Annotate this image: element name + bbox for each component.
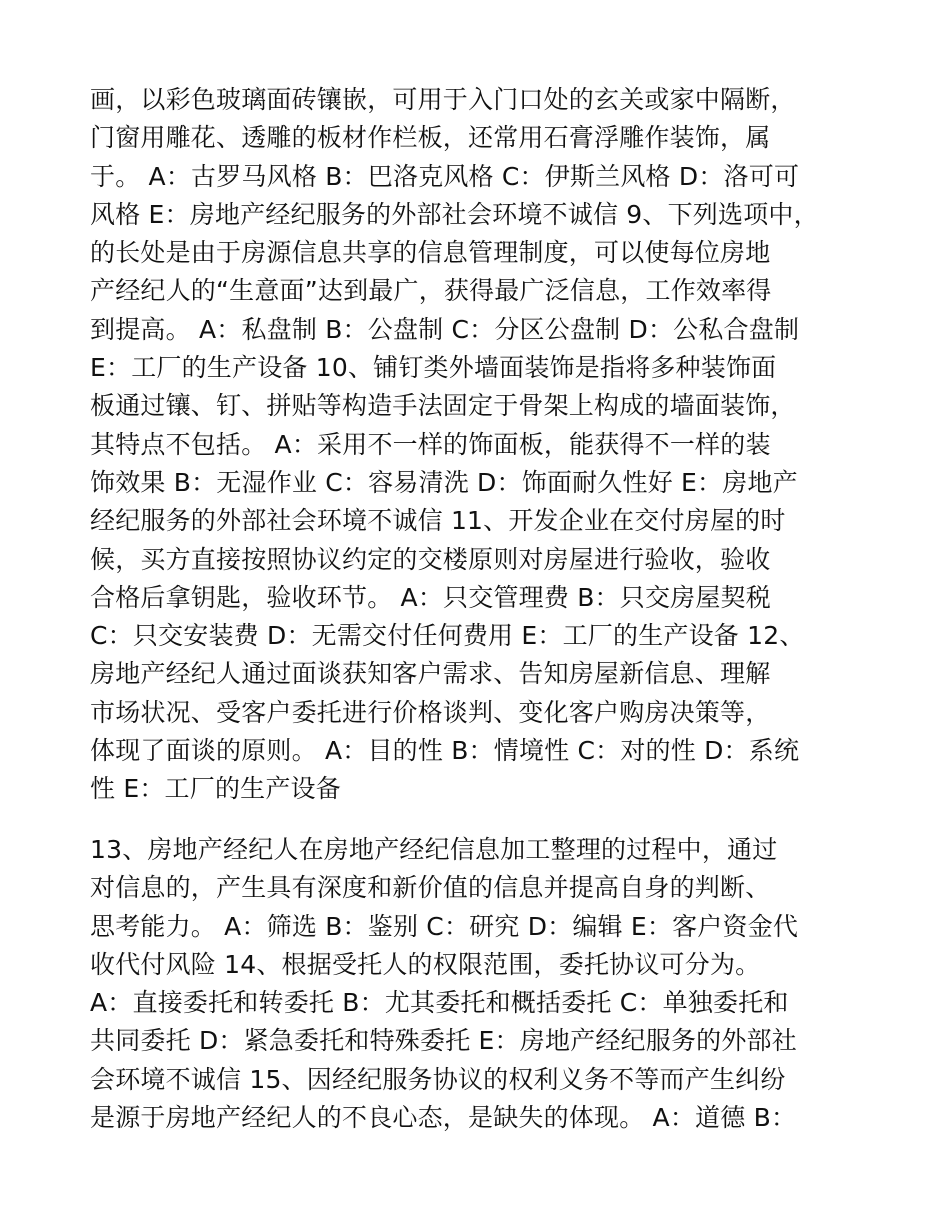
text-line: 经纪服务的外部社会环境不诚信 11、开发企业在交付房屋的时 <box>90 506 786 536</box>
text-line: 性 E：工厂的生产设备 <box>90 774 341 804</box>
text-line: 体现了面谈的原则。 A：目的性 B：情境性 C：对的性 D：系统 <box>90 736 800 766</box>
text-line: C：只交安装费 D：无需交付任何费用 E：工厂的生产设备 12、 <box>90 621 805 651</box>
text-line: 房地产经纪人通过面谈获知客户需求、告知房屋新信息、理解 <box>90 659 771 689</box>
text-line: 市场状况、受客户委托进行价格谈判、变化客户购房决策等， <box>90 697 771 727</box>
text-line: 画，以彩色玻璃面砖镶嵌，可用于入门口处的玄关或家中隔断， <box>90 85 796 114</box>
paragraph <box>90 831 880 1137</box>
text-line: 到提高。 A：私盘制 B：公盘制 C：分区公盘制 D：公私合盘制 <box>90 314 800 344</box>
text-line: 的长处是由于房源信息共享的信息管理制度，可以使每位房地 <box>90 238 771 268</box>
text-line: 思考能力。 A：筛选 B：鉴别 C：研究 D：编辑 E：客户资金代 <box>90 911 799 941</box>
text-line: 共同委托 D：紧急委托和特殊委托 E：房地产经纪服务的外部社 <box>90 1026 797 1056</box>
text-line: 风格 E：房地产经纪服务的外部社会环境不诚信 9、下列选项中， <box>90 199 819 229</box>
text-line: A：直接委托和转委托 B：尤其委托和概括委托 C：单独委托和 <box>90 988 789 1018</box>
paragraph <box>90 81 880 809</box>
text-line: 对信息的，产生具有深度和新价值的信息并提高自身的判断、 <box>90 873 771 903</box>
text-line: 产经纪人的“生意面”达到最广，获得最广泛信息，工作效率得 <box>90 276 772 306</box>
text-line: 板通过镶、钉、拼贴等构造手法固定于骨架上构成的墙面装饰， <box>90 391 796 421</box>
text-line: E：工厂的生产设备 10、铺钉类外墙面装饰是指将多种装饰面 <box>90 353 777 383</box>
text-line: 于。 A：古罗马风格 B：巴洛克风格 C：伊斯兰风格 D：洛可可 <box>90 161 800 191</box>
text-line: 门窗用雕花、透雕的板材作栏板，还常用石膏浮雕作装饰，属 <box>90 123 771 153</box>
text-line: 合格后拿钥匙，验收环节。 A：只交管理费 B：只交房屋契税 <box>90 582 771 612</box>
text-line: 会环境不诚信 15、因经纪服务协议的权利义务不等而产生纠纷 <box>90 1064 786 1094</box>
text-line: 13、房地产经纪人在房地产经纪信息加工整理的过程中，通过 <box>90 835 778 864</box>
text-line: 是源于房地产经纪人的不良心态，是缺失的体现。 A：道德 B： <box>90 1103 797 1133</box>
text-line: 收代付风险 14、根据受托人的权限范围，委托协议可分为。 <box>90 949 761 979</box>
text-line: 候，买方直接按照协议约定的交楼原则对房屋进行验收，验收 <box>90 544 771 574</box>
text-line: 其特点不包括。 A：采用不一样的饰面板，能获得不一样的装 <box>90 429 771 459</box>
text-line: 饰效果 B：无湿作业 C：容易清洗 D：饰面耐久性好 E：房地产 <box>90 467 798 497</box>
